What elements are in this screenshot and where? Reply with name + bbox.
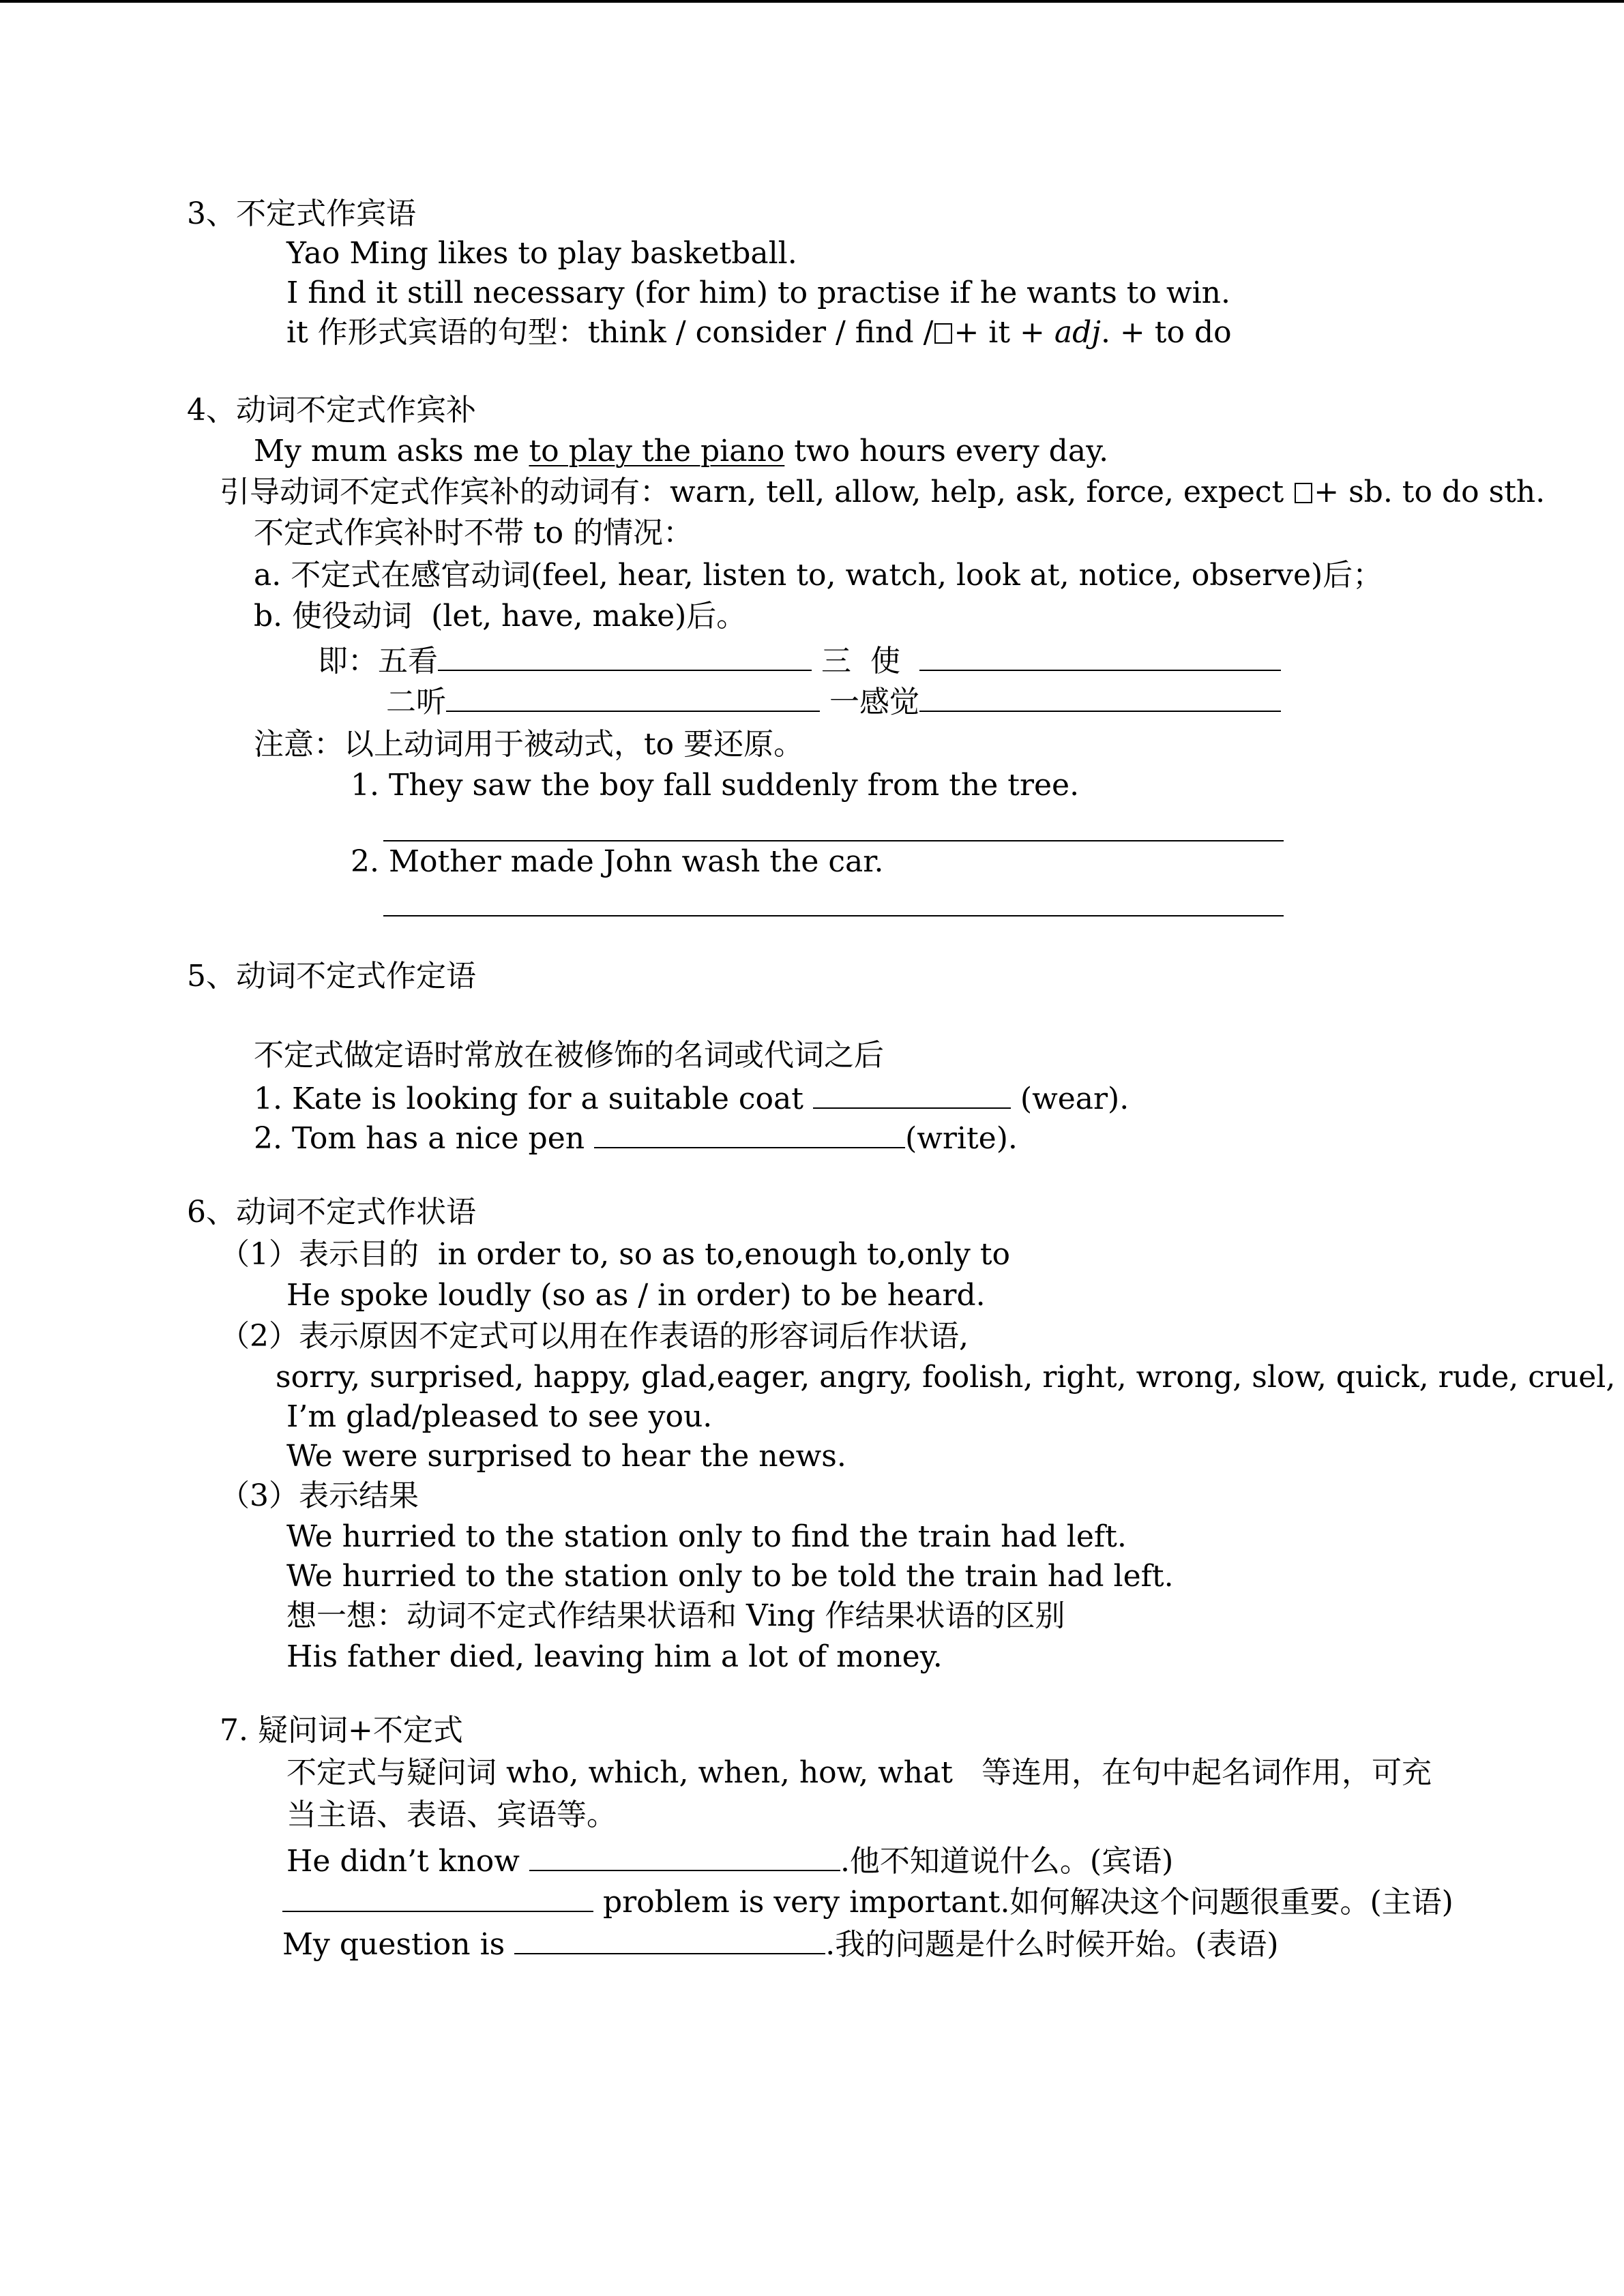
fill-blank[interactable] (514, 1923, 825, 1954)
s6-reason-example-1: I’m glad/pleased to see you. (286, 1399, 713, 1434)
s7-exercise-3: My question is .我的问题是什么时候开始。(表语) (282, 1923, 1279, 1964)
fill-blank[interactable] (919, 681, 1281, 712)
placeholder-box-icon (1295, 483, 1312, 503)
section-4-heading: 4、动词不定式作宾补 (187, 393, 476, 428)
s5-exercise-1: 1. Kate is looking for a suitable coat (wear). (254, 1077, 1129, 1118)
s4-memory-row-2: 二听 一感觉 (386, 681, 1281, 721)
placeholder-box-icon (934, 323, 952, 344)
s7-exercise-2: problem is very important.如何解决这个问题很重要。(主语) (282, 1881, 1453, 1922)
s6-think-example: His father died, leaving him a lot of money. (286, 1639, 943, 1674)
s6-reason: （2）表示原因不定式可以用在作表语的形容词后作状语, (220, 1319, 969, 1354)
section-5-heading: 5、动词不定式作定语 (187, 959, 476, 994)
s6-purpose: （1）表示目的 in order to, so as to,enough to,only to (220, 1237, 1011, 1272)
s6-purpose-example: He spoke loudly (so as / in order) to be heard. (286, 1278, 986, 1313)
s3-pattern: it 作形式宾语的句型：think / consider / find / + it + adj. + to do (286, 315, 1232, 350)
s4-rule-a: a. 不定式在感官动词(feel, hear, listen to, watch, look at, notice, observe)后； (254, 558, 1383, 593)
section-7-heading: 7. 疑问词+不定式 (220, 1713, 463, 1748)
fill-blank[interactable] (446, 681, 820, 712)
page-top-border (0, 0, 1624, 3)
s4-example: My mum asks me to play the piano two hours every day. (254, 434, 1109, 468)
fill-blank[interactable] (529, 1840, 840, 1871)
s6-result-example-1: We hurried to the station only to find the train had left. (286, 1519, 1127, 1554)
fill-blank[interactable] (813, 1077, 1011, 1109)
s3-example-1: Yao Ming likes to play basketball. (286, 236, 797, 271)
s3-example-2: I find it still necessary (for him) to practise if he wants to win. (286, 275, 1230, 310)
s4-rule-b: b. 使役动词 (let, have, make)后。 (254, 599, 747, 633)
s5-exercise-2: 2. Tom has a nice pen (write). (254, 1117, 1018, 1158)
fill-blank[interactable] (919, 640, 1281, 671)
s4-exercise-2: 2. Mother made John wash the car. (351, 844, 884, 879)
s5-rule: 不定式做定语时常放在被修饰的名词或代词之后 (254, 1038, 884, 1073)
section-6-heading: 6、动词不定式作状语 (187, 1195, 476, 1229)
s7-rule-2: 当主语、表语、宾语等。 (286, 1798, 617, 1832)
s4-no-to-heading: 不定式作宾补时不带 to 的情况： (254, 516, 694, 550)
fill-blank[interactable] (594, 1117, 905, 1148)
s6-reason-example-2: We were surprised to hear the news. (286, 1439, 846, 1474)
answer-line-2[interactable] (383, 915, 1284, 916)
fill-blank[interactable] (438, 640, 812, 671)
s4-memory-row-1: 即：五看 三 使 (318, 640, 1281, 681)
s7-exercise-1: He didn’t know .他不知道说什么。(宾语) (286, 1840, 1173, 1881)
section-3-heading: 3、不定式作宾语 (187, 196, 416, 231)
s6-result: （3）表示结果 (220, 1478, 419, 1513)
s4-verbs-line: 引导动词不定式作宾补的动词有：warn, tell, allow, help, ask, force, expect + sb. to do sth. (220, 475, 1546, 509)
s6-result-example-2: We hurried to the station only to be told the train had left. (286, 1559, 1174, 1594)
s6-adjective-list: sorry, surprised, happy, glad,eager, angry, foolish, right, wrong, slow, quick, rude, cruel, (276, 1360, 1616, 1395)
s4-note: 注意：以上动词用于被动式，to 要还原。 (254, 727, 804, 762)
s6-think: 想一想：动词不定式作结果状语和 Ving 作结果状语的区别 (286, 1598, 1065, 1633)
s7-rule-1: 不定式与疑问词 who, which, when, how, what 等连用，在句中起名词作用，可充 (286, 1755, 1432, 1790)
answer-line-1[interactable] (383, 840, 1284, 841)
fill-blank[interactable] (282, 1881, 593, 1912)
s4-exercise-1: 1. They saw the boy fall suddenly from the tree. (351, 768, 1080, 803)
